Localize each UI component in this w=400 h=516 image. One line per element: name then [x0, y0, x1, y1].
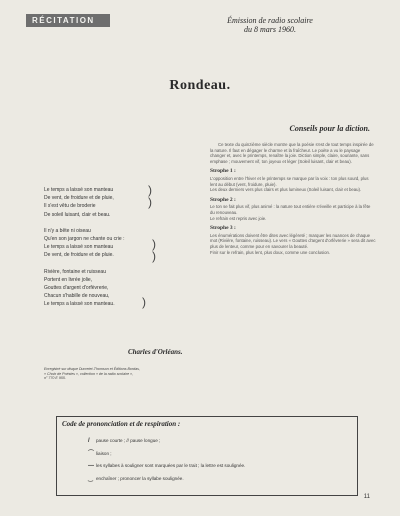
code-symbol: / [88, 438, 90, 444]
poem [44, 183, 194, 317]
code-item [88, 448, 348, 461]
biblio-line: Enregistré sur disque Ducretet-Thomson et Éditions Bordas, [44, 367, 140, 371]
emission-line-1: Émission de radio scolaire [227, 16, 313, 25]
section-tag: RÉCITATION [26, 14, 110, 27]
code-symbol: ⌒ [88, 450, 95, 457]
code-text: pause courte ; // pause longue ; [96, 438, 161, 443]
page-number: 11 [363, 494, 370, 500]
advice-head-2: Strophe 2 : [210, 196, 236, 203]
code-text: liaison ; [96, 450, 112, 456]
poem-line: Il s'est vêtu de broderie [44, 203, 96, 210]
advice-head-1: Strophe 1 : [210, 168, 236, 175]
stanza-3 [44, 268, 194, 309]
bracket-mark: ) [148, 195, 152, 209]
bracket-mark: ) [152, 237, 156, 251]
poem-line: Portent en livrée jolie, [44, 276, 93, 283]
advice-line: Finir sur le refrain, plus lent, plus doux, comme une conclusion. [210, 249, 331, 255]
biblio-line: n° 770 E 955. [44, 376, 66, 381]
code-text: les syllabes à souligner sont marquées par le trait ; la lettre est soulignée. [96, 463, 246, 468]
poem-line: Le temps a laissé son manteau [44, 244, 114, 251]
poem-line: Gouttes d'argent d'orfèvrerie, [44, 285, 109, 292]
code-list [88, 435, 348, 485]
emission-note [200, 16, 340, 34]
code-title: Code de prononciation et de respiration : [62, 420, 181, 428]
poem-line: De vent, de froidure et de pluie, [44, 195, 114, 202]
page-title: Rondeau. [169, 78, 231, 93]
advice-head-3: Strophe 3 : [210, 225, 236, 232]
poem-line: Il n'y a bête ni oiseau [44, 227, 91, 234]
stanza-1 [44, 183, 194, 219]
emission-line-2: du 8 mars 1960. [243, 25, 296, 34]
poem-line: Le temps a laissé son manteau [44, 187, 114, 193]
poem-line: Rivière, fontaine et ruisseau [44, 268, 106, 275]
poem-line: De vent, de froidure et de pluie. [44, 252, 114, 259]
advice-text [210, 142, 376, 255]
advice-line: Le refrain est repris avec joie. [210, 215, 267, 221]
bracket-mark: ) [148, 183, 152, 197]
code-item [88, 435, 348, 448]
advice-line: L'opposition entre l'hiver et le printemps se marque par la voix : ton plus sourd, plus lent au début (vent, froidure, pluie). [210, 175, 369, 187]
advice-line: Le ton se fait plus vif, plus animé : la nature tout entière s'éveille et participe à la fête du renouveau. [210, 204, 371, 215]
poem-line: Qu'en son jargon ne chante ou crie : [44, 236, 125, 243]
advice-title: Conseils pour la diction. [289, 124, 370, 133]
code-text: enchaîner ; prononcer la syllabe soulignée. [96, 475, 184, 481]
code-item [88, 473, 348, 486]
code-symbol: ‿ [88, 475, 93, 482]
biblio-line: « Choix de Poésies », collection « de la radio scolaire », [44, 371, 134, 376]
code-symbol: — [88, 463, 94, 469]
stanza-2 [44, 227, 194, 263]
poem-line: Le temps a laissé son manteau. [44, 301, 115, 308]
poem-author: Charles d'Orléans. [128, 348, 183, 356]
bibliography [44, 367, 184, 381]
advice-intro: Ce texte du quinzième siècle montre que la poésie s'est de tout temps inspirée de la nature. Il faut en dégager le charme et la fraîcheur. Le poète a vu le paysage changer et, avec le printemps, renaître la joie. Diction simple, claire, souriante, sans emphase ; mouvement vif, ton joyeux et léger (Soleil luisant, clair et beau). [210, 142, 374, 164]
code-item [88, 460, 348, 473]
poem-line: De soleil luisant, clair et beau. [44, 211, 111, 218]
bracket-mark: ) [152, 249, 156, 263]
poem-line: Chacun s'habille de nouveau, [44, 293, 110, 300]
advice-line: Les deux derniers vers plus clairs et plus lumineux (Soleil luisant, clair et beau). [210, 187, 362, 193]
advice-line: Les énumérations doivent être dites avec légèreté ; marquer les nuances de chaque mot (Rivière, fontaine, ruisseau). Le vers « Gouttes d'argent d'orfèvrerie » sera dit avec plus de lenteur, comme pour en savourer la beauté. [210, 232, 376, 249]
bracket-mark: ) [142, 295, 146, 309]
